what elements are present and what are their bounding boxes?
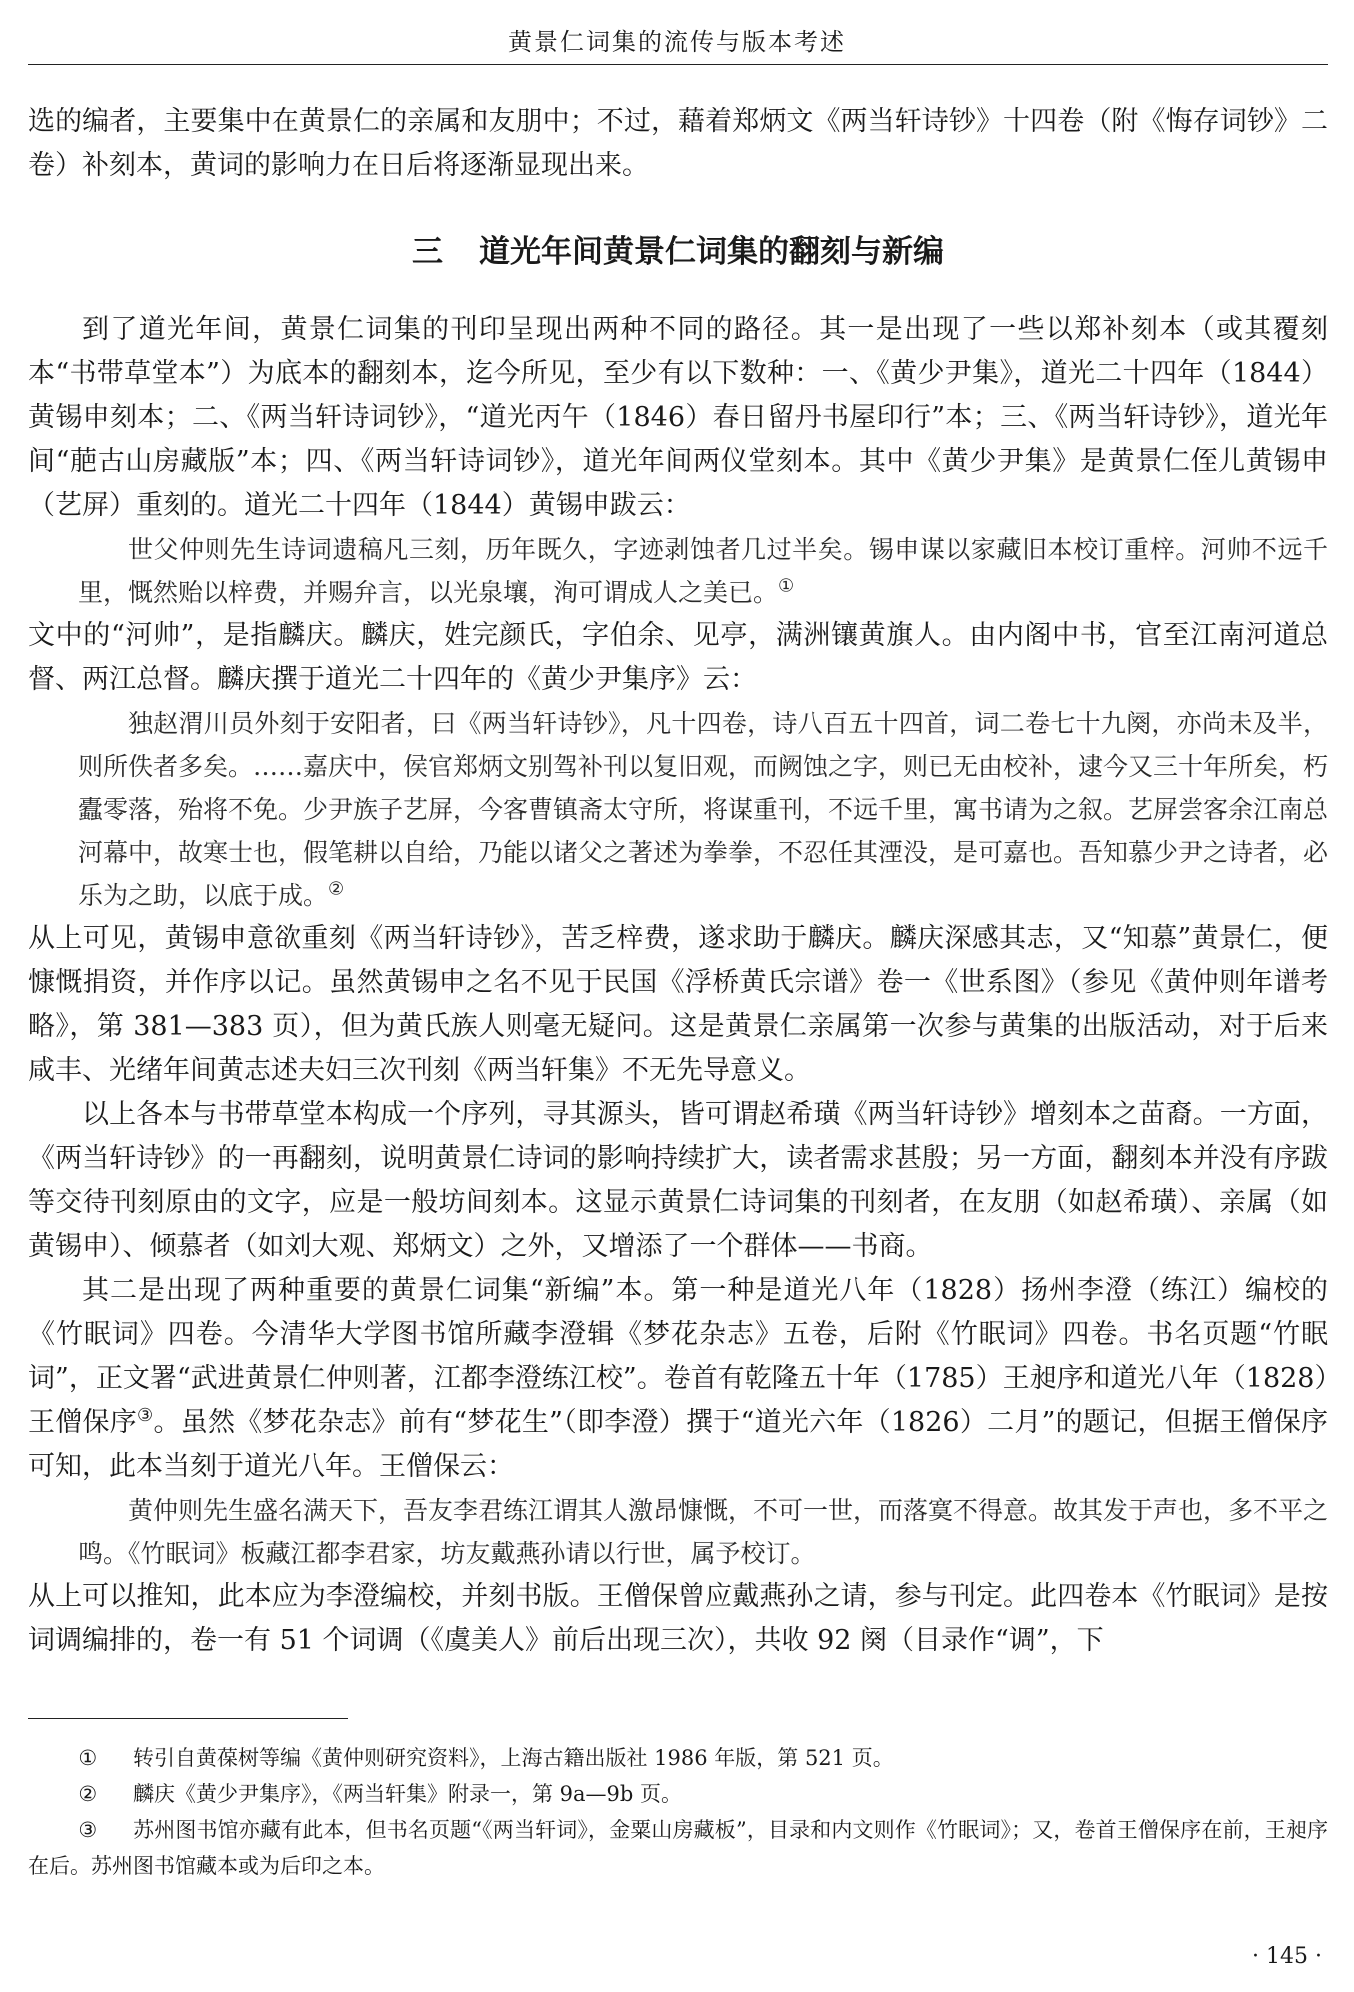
footnote-rule xyxy=(28,1718,348,1719)
paragraph: 以上各本与书带草堂本构成一个序列，寻其源头，皆可谓赵希璜《两当轩诗钞》增刻本之苗裔。一方面，《两当轩诗钞》的一再翻刻，说明黄景仁诗词的影响持续扩大，读者需求甚殷；另一方面，翻刻本并没有序跋等交待刊刻原由的文字，应是一般坊间刻本。这显示黄景仁诗词集的刊刻者，在友朋（如赵希璜）、亲属（如黄锡申）、倾慕者（如刘大观、郑炳文）之外，又增添了一个群体——书商。 xyxy=(28,1099,1328,1262)
footnote xyxy=(28,1740,1328,1776)
block-quote xyxy=(28,528,1328,614)
footnote-text: 苏州图书馆亦藏有此本，但书名页题“《两当轩词》，金粟山房藏板”，目录和内文则作《竹眠词》；又，卷首王僧保序在前，王昶序在后。苏州图书馆藏本或为后印之本。 xyxy=(28,1818,1328,1878)
paragraph: 文中的“河帅”，是指麟庆。麟庆，姓完颜氏，字伯余、见亭，满洲镶黄旗人。由内阁中书，官至江南河道总督、两江总督。麟庆撰于道光二十四年的《黄少尹集序》云： xyxy=(28,620,1328,695)
page-number: · 145 · xyxy=(1252,1944,1322,1969)
footnote-text: 麟庆《黄少尹集序》，《两当轩集》附录一，第 9a—9b 页。 xyxy=(132,1782,683,1806)
footnote xyxy=(28,1812,1328,1884)
section-number: 三 xyxy=(412,234,443,270)
block-quote: 黄仲则先生盛名满天下，吾友李君练江谓其人激昂慷慨，不可一世，而落寞不得意。故其发于声也，多不平之鸣。《竹眠词》板藏江都李君家，坊友戴燕孙请以行世，属予校订。 xyxy=(78,1496,1329,1568)
footnote-text: 转引自黄葆树等编《黄仲则研究资料》，上海古籍出版社 1986 年版，第 521 页。 xyxy=(132,1746,894,1770)
footnote-mark: ① xyxy=(78,1746,98,1770)
main-text xyxy=(28,100,1328,1663)
paragraph: 到了道光年间，黄景仁词集的刊印呈现出两种不同的路径。其一是出现了一些以郑补刻本（或其覆刻本“书带草堂本”）为底本的翻刻本，迄今所见，至少有以下数种：一、《黄少尹集》，道光二十四年（1844）黄锡申刻本；二、《两当轩诗词钞》，“道光丙午（1846）春日留丹书屋印行”本；三、《两当轩诗钞》，道光年间“萉古山房藏版”本；四、《两当轩诗词钞》，道光年间两仪堂刻本。其中《黄少尹集》是黄景仁侄儿黄锡申（艺屏）重刻的。道光二十四年（1844）黄锡申跋云： xyxy=(28,314,1328,521)
footnote xyxy=(28,1776,1328,1812)
footnote-mark: ② xyxy=(78,1782,98,1806)
footnote-ref[interactable]: ③ xyxy=(137,1405,154,1426)
quote-text: 世父仲则先生诗词遗稿凡三刻，历年既久，字迹剥蚀者几过半矣。锡申谋以家藏旧本校订重梓。河帅不远千里，慨然贻以梓费，并赐弁言，以光泉壤，洵可谓成人之美已。 xyxy=(78,535,1328,607)
footnote-ref[interactable]: ② xyxy=(328,878,345,900)
paragraph: 从上可以推知，此本应为李澄编校，并刻书版。王僧保曾应戴燕孙之请，参与刊定。此四卷本《竹眠词》是按词调编排的，卷一有 51 个词调（《虞美人》前后出现三次），共收 92 阕（目录作“调”，下 xyxy=(28,1581,1328,1656)
footnote-mark: ③ xyxy=(78,1818,98,1842)
running-head: 黄景仁词集的流传与版本考述 xyxy=(508,28,846,56)
footnotes xyxy=(28,1740,1328,1884)
paragraph: 从上可见，黄锡申意欲重刻《两当轩诗钞》，苦乏梓费，遂求助于麟庆。麟庆深感其志，又“知慕”黄景仁，便慷慨捐资，并作序以记。虽然黄锡申之名不见于民国《浮桥黄氏宗谱》卷一《世系图》（参见《黄仲则年谱考略》，第 381—383 页），但为黄氏族人则毫无疑问。这是黄景仁亲属第一次参与黄集的出版活动，对于后来咸丰、光绪年间黄志述夫妇三次刊刻《两当轩集》不无先导意义。 xyxy=(28,923,1328,1086)
paragraph xyxy=(28,1269,1328,1489)
section-title: 道光年间黄景仁词集的翻刻与新编 xyxy=(479,234,944,270)
header-rule xyxy=(28,64,1328,65)
quote-text: 独赵渭川员外刻于安阳者，曰《两当轩诗钞》，凡十四卷，诗八百五十四首，词二卷七十九阕，亦尚未及半，则所佚者多矣。……嘉庆中，侯官郑炳文别驾补刊以复旧观，而阙蚀之字，则已无由校补，逮今又三十年所矣，朽蠹零落，殆将不免。少尹族子艺屏，今客曹镇斋太守所，将谋重刊，不远千里，寓书请为之叙。艺屏尝客余江南总河幕中，故寒士也，假笔耕以自给，乃能以诸父之著述为拳拳，不忍任其湮没，是可嘉也。吾知慕少尹之诗者，必乐为之助，以底于成。 xyxy=(78,709,1329,910)
block-quote xyxy=(28,702,1328,917)
paragraph-text: 。虽然《梦花杂志》前有“梦花生”（即李澄）撰于“道光六年（1826）二月”的题记，但据王僧保序可知，此本当刻于道光八年。王僧保云： xyxy=(28,1407,1329,1482)
section-heading xyxy=(28,230,1328,274)
footnote-ref[interactable]: ① xyxy=(778,575,795,597)
paragraph-continuation: 选的编者，主要集中在黄景仁的亲属和友朋中；不过，藉着郑炳文《两当轩诗钞》十四卷（附《悔存词钞》二卷）补刻本，黄词的影响力在日后将逐渐显现出来。 xyxy=(28,106,1328,181)
paragraph-text: 其二是出现了两种重要的黄景仁词集“新编”本。第一种是道光八年（1828）扬州李澄（练江）编校的《竹眠词》四卷。今清华大学图书馆所藏李澄辑《梦花杂志》五卷，后附《竹眠词》四卷。书名页题“竹眠词”，正文署“武进黄景仁仲则著，江都李澄练江校”。卷首有乾隆五十年（1785）王昶序和道光八年（1828）王僧保序 xyxy=(28,1275,1328,1438)
